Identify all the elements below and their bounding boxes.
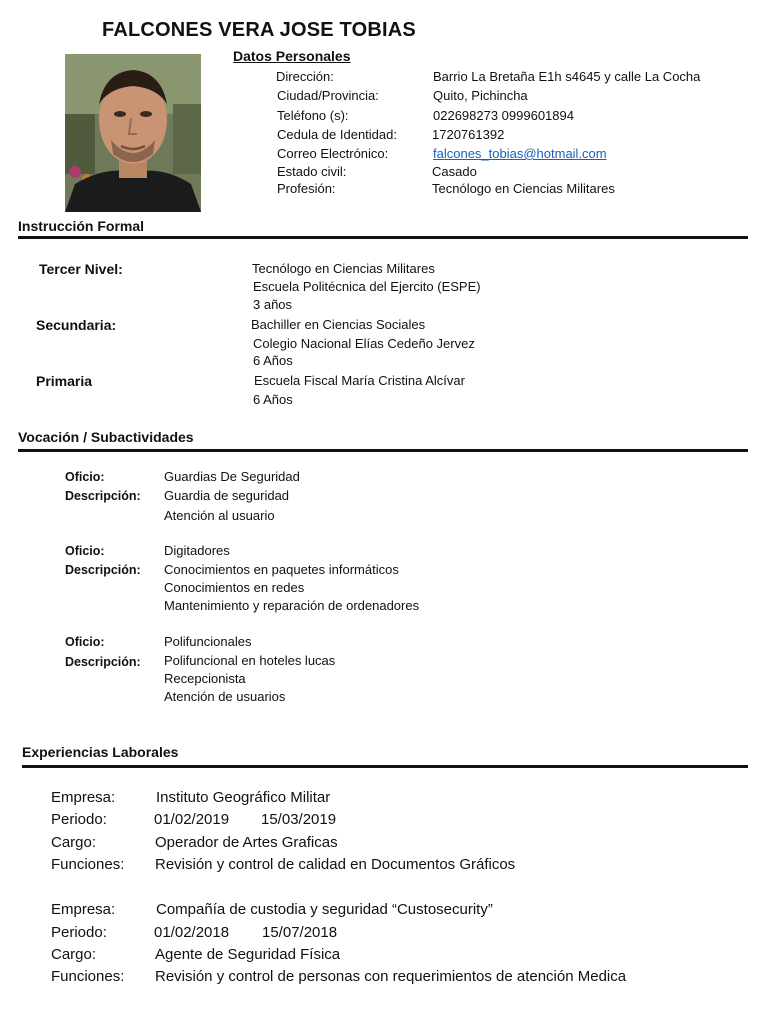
field-value: Barrio La Bretaña E1h s4645 y calle La Cocha xyxy=(433,69,701,84)
descripcion-line: Conocimientos en paquetes informáticos xyxy=(164,562,399,577)
oficio-value: Digitadores xyxy=(164,543,230,558)
field-value: Tecnólogo en Ciencias Militares xyxy=(432,181,615,196)
field-label: Correo Electrónico: xyxy=(277,146,389,161)
descripcion-label: Descripción: xyxy=(65,563,141,577)
cargo-label: Cargo: xyxy=(51,834,97,851)
education-line: 6 Años xyxy=(253,353,293,368)
personal-data-title: Datos Personales xyxy=(233,48,351,64)
field-value: Casado xyxy=(432,164,477,179)
section-divider xyxy=(18,236,748,239)
education-line: Escuela Politécnica del Ejercito (ESPE) xyxy=(253,279,481,294)
periodo-label: Periodo: xyxy=(51,924,107,941)
field-label: Dirección: xyxy=(276,69,334,84)
descripcion-label: Descripción: xyxy=(65,489,141,503)
profile-photo xyxy=(65,54,201,212)
field-value: 1720761392 xyxy=(432,127,505,142)
education-line: Colegio Nacional Elías Cedeño Jervez xyxy=(253,336,475,351)
education-title: Instrucción Formal xyxy=(18,218,145,234)
education-level-label: Primaria xyxy=(36,373,93,389)
field-label: Estado civil: xyxy=(277,164,347,179)
funciones-value: Revisión y control de calidad en Documentos Gráficos xyxy=(155,856,516,873)
periodo-start: 01/02/2018 xyxy=(154,924,230,941)
education-line: Bachiller en Ciencias Sociales xyxy=(251,317,426,332)
descripcion-line: Conocimientos en redes xyxy=(164,580,305,595)
education-level-label: Tercer Nivel: xyxy=(39,261,123,277)
cargo-label: Cargo: xyxy=(51,946,97,963)
oficio-label: Oficio: xyxy=(65,544,105,558)
education-line: 6 Años xyxy=(253,392,293,407)
cargo-value: Agente de Seguridad Física xyxy=(155,946,341,963)
funciones-label: Funciones: xyxy=(51,856,125,873)
oficio-label: Oficio: xyxy=(65,635,105,649)
email-link[interactable]: falcones_tobias@hotmail.com xyxy=(433,146,607,161)
education-line: 3 años xyxy=(253,297,293,312)
education-line: Escuela Fiscal María Cristina Alcívar xyxy=(254,373,465,388)
empresa-label: Empresa: xyxy=(51,789,116,806)
periodo-end: 15/07/2018 xyxy=(262,924,338,941)
field-label: Profesión: xyxy=(277,181,336,196)
section-divider xyxy=(18,449,748,452)
descripcion-line: Polifuncional en hoteles lucas xyxy=(164,653,336,668)
experience-title: Experiencias Laborales xyxy=(22,744,179,760)
oficio-value: Guardias De Seguridad xyxy=(164,469,300,484)
funciones-value: Revisión y control de personas con requerimientos de atención Medica xyxy=(155,968,627,985)
section-divider xyxy=(22,765,748,768)
field-value: Quito, Pichincha xyxy=(433,88,528,103)
field-label: Ciudad/Provincia: xyxy=(277,88,379,103)
oficio-label: Oficio: xyxy=(65,470,105,484)
vocation-title: Vocación / Subactividades xyxy=(18,429,194,445)
descripcion-line: Mantenimiento y reparación de ordenadores xyxy=(164,598,420,613)
cargo-value: Operador de Artes Graficas xyxy=(155,834,338,851)
descripcion-line: Recepcionista xyxy=(164,671,246,686)
oficio-value: Polifuncionales xyxy=(164,634,252,649)
descripcion-label: Descripción: xyxy=(65,655,141,669)
field-value: 022698273 0999601894 xyxy=(433,108,574,123)
empresa-label: Empresa: xyxy=(51,901,116,918)
periodo-start: 01/02/2019 xyxy=(154,811,230,828)
periodo-end: 15/03/2019 xyxy=(261,811,337,828)
education-line: Tecnólogo en Ciencias Militares xyxy=(252,261,435,276)
descripcion-line: Atención al usuario xyxy=(164,508,275,523)
descripcion-line: Guardia de seguridad xyxy=(164,488,290,503)
empresa-value: Compañía de custodia y seguridad “Custosecurity” xyxy=(156,901,493,918)
empresa-value: Instituto Geográfico Militar xyxy=(156,789,331,806)
candidate-name: FALCONES VERA JOSE TOBIAS xyxy=(102,19,416,41)
field-label: Teléfono (s): xyxy=(277,108,349,123)
descripcion-line: Atención de usuarios xyxy=(164,689,286,704)
funciones-label: Funciones: xyxy=(51,968,125,985)
periodo-label: Periodo: xyxy=(51,811,107,828)
field-label: Cedula de Identidad: xyxy=(277,127,397,142)
education-level-label: Secundaria: xyxy=(36,317,117,333)
